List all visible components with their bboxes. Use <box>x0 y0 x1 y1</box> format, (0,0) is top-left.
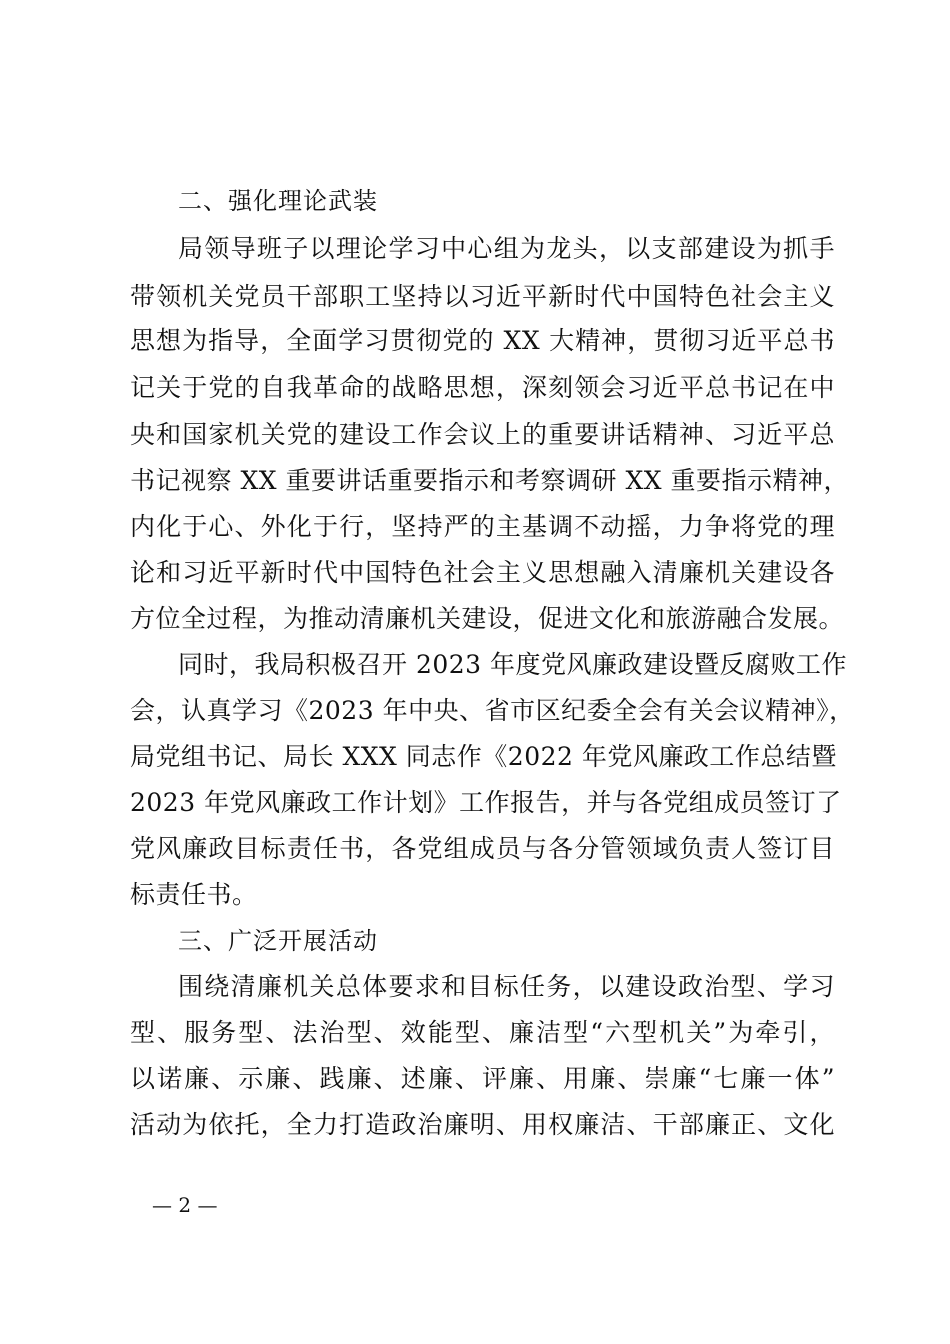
section-heading-theory: 二、强化理论武装 <box>178 187 378 215</box>
paragraph-line: 书记视察 XX 重要讲话重要指示和考察调研 XX 重要指示精神， <box>130 466 849 495</box>
paragraph-line: 思想为指导，全面学习贯彻党的 XX 大精神，贯彻习近平总书 <box>130 326 835 355</box>
paragraph-line: 围绕清廉机关总体要求和目标任务，以建设政治型、学习 <box>178 972 835 1001</box>
paragraph-line: 2023 年党风廉政工作计划》工作报告，并与各党组成员签订了 <box>130 788 842 817</box>
paragraph-line: 局党组书记、局长 XXX 同志作《2022 年党风廉政工作总结暨 <box>130 742 837 771</box>
paragraph-line: 党风廉政目标责任书，各党组成员与各分管领域负责人签订目 <box>130 834 835 863</box>
page-number: — 2 — <box>152 1193 218 1217</box>
paragraph-line: 同时，我局积极召开 2023 年度党风廉政建设暨反腐败工作 <box>178 650 848 679</box>
paragraph-line: 会，认真学习《2023 年中央、省市区纪委全会有关会议精神》， <box>130 696 855 725</box>
paragraph-line: 标责任书。 <box>130 880 258 909</box>
paragraph-line: 央和国家机关党的建设工作会议上的重要讲话精神、习近平总 <box>130 420 835 449</box>
paragraph-line: 局领导班子以理论学习中心组为龙头，以支部建设为抓手 <box>178 234 835 263</box>
paragraph-line: 以诺廉、示廉、践廉、述廉、评廉、用廉、崇廉“七廉一体” <box>130 1064 835 1093</box>
paragraph-line: 活动为依托，全力打造政治廉明、用权廉洁、干部廉正、文化 <box>130 1110 835 1139</box>
paragraph-line: 方位全过程，为推动清廉机关建设，促进文化和旅游融合发展。 <box>130 604 845 633</box>
paragraph-line: 带领机关党员干部职工坚持以习近平新时代中国特色社会主义 <box>130 282 835 311</box>
section-heading-activities: 三、广泛开展活动 <box>178 927 378 955</box>
paragraph-line: 型、服务型、法治型、效能型、廉洁型“六型机关”为牵引， <box>130 1018 835 1047</box>
paragraph-line: 记关于党的自我革命的战略思想，深刻领会习近平总书记在中 <box>130 373 835 402</box>
paragraph-line: 论和习近平新时代中国特色社会主义思想融入清廉机关建设各 <box>130 558 835 587</box>
paragraph-line: 内化于心、外化于行，坚持严的主基调不动摇，力争将党的理 <box>130 512 835 541</box>
